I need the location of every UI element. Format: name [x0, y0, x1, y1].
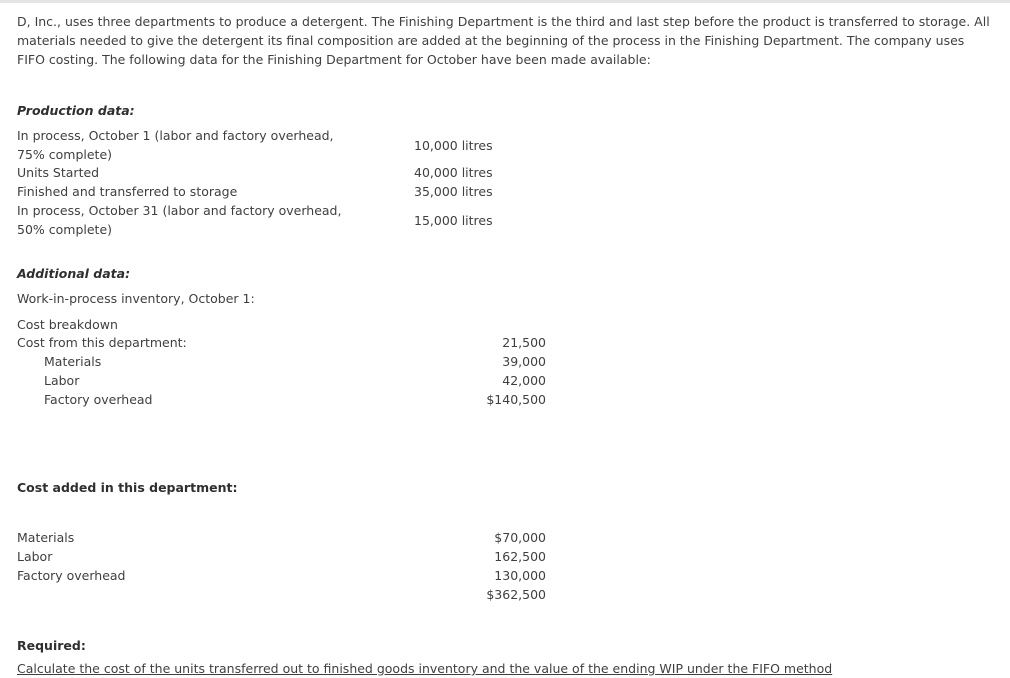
added-total-value: $362,500	[486, 587, 546, 602]
added-item-label: Factory overhead	[17, 568, 126, 583]
added-item-value: 162,500	[494, 549, 546, 564]
production-row-value: 10,000 litres	[414, 138, 493, 153]
production-row-label: Units Started	[17, 165, 100, 180]
production-row-label: In process, October 31 (labor and factory overhead, 50% complete)	[17, 203, 342, 237]
production-heading: Production data:	[17, 103, 135, 118]
added-item-value: 130,000	[494, 568, 546, 583]
wip-item-value: 42,000	[502, 373, 546, 388]
wip-total-value: $140,500	[486, 392, 546, 407]
cost-from-department-label: Cost from this department:	[17, 335, 187, 350]
production-row-value: 35,000 litres	[414, 184, 493, 199]
problem-intro: D, Inc., uses three departments to produce a detergent. The Finishing Department is the third and last step before the product is transferred to storage. All materials needed to give the detergent its final composition are added at the beginning of the process in the Finishing Department. The company uses FIFO costing. The following data for the Finishing Department for October have been made available:	[17, 14, 990, 67]
wip-item-label: Materials	[44, 354, 102, 369]
wip-item-label: Factory overhead	[44, 392, 153, 407]
cost-breakdown-label: Cost breakdown	[17, 317, 118, 332]
wip-label: Work-in-process inventory, October 1:	[17, 291, 255, 306]
production-row-value: 15,000 litres	[414, 213, 493, 228]
added-item-label: Materials	[17, 530, 75, 545]
required-text: Calculate the cost of the units transferred out to finished goods inventory and the value of the ending WIP under the FIFO method	[17, 661, 833, 676]
production-row-label: In process, October 1 (labor and factory overhead, 75% complete)	[17, 128, 334, 162]
required-heading: Required:	[17, 638, 86, 653]
production-row-value: 40,000 litres	[414, 165, 493, 180]
top-border	[0, 0, 1010, 3]
production-row-label: Finished and transferred to storage	[17, 184, 238, 199]
wip-item-value: 39,000	[502, 354, 546, 369]
added-item-label: Labor	[17, 549, 53, 564]
additional-heading: Additional data:	[17, 266, 131, 281]
wip-item-label: Labor	[44, 373, 80, 388]
added-item-value: $70,000	[494, 530, 546, 545]
cost-added-heading: Cost added in this department:	[17, 480, 238, 495]
wip-item-value: 21,500	[502, 335, 546, 350]
